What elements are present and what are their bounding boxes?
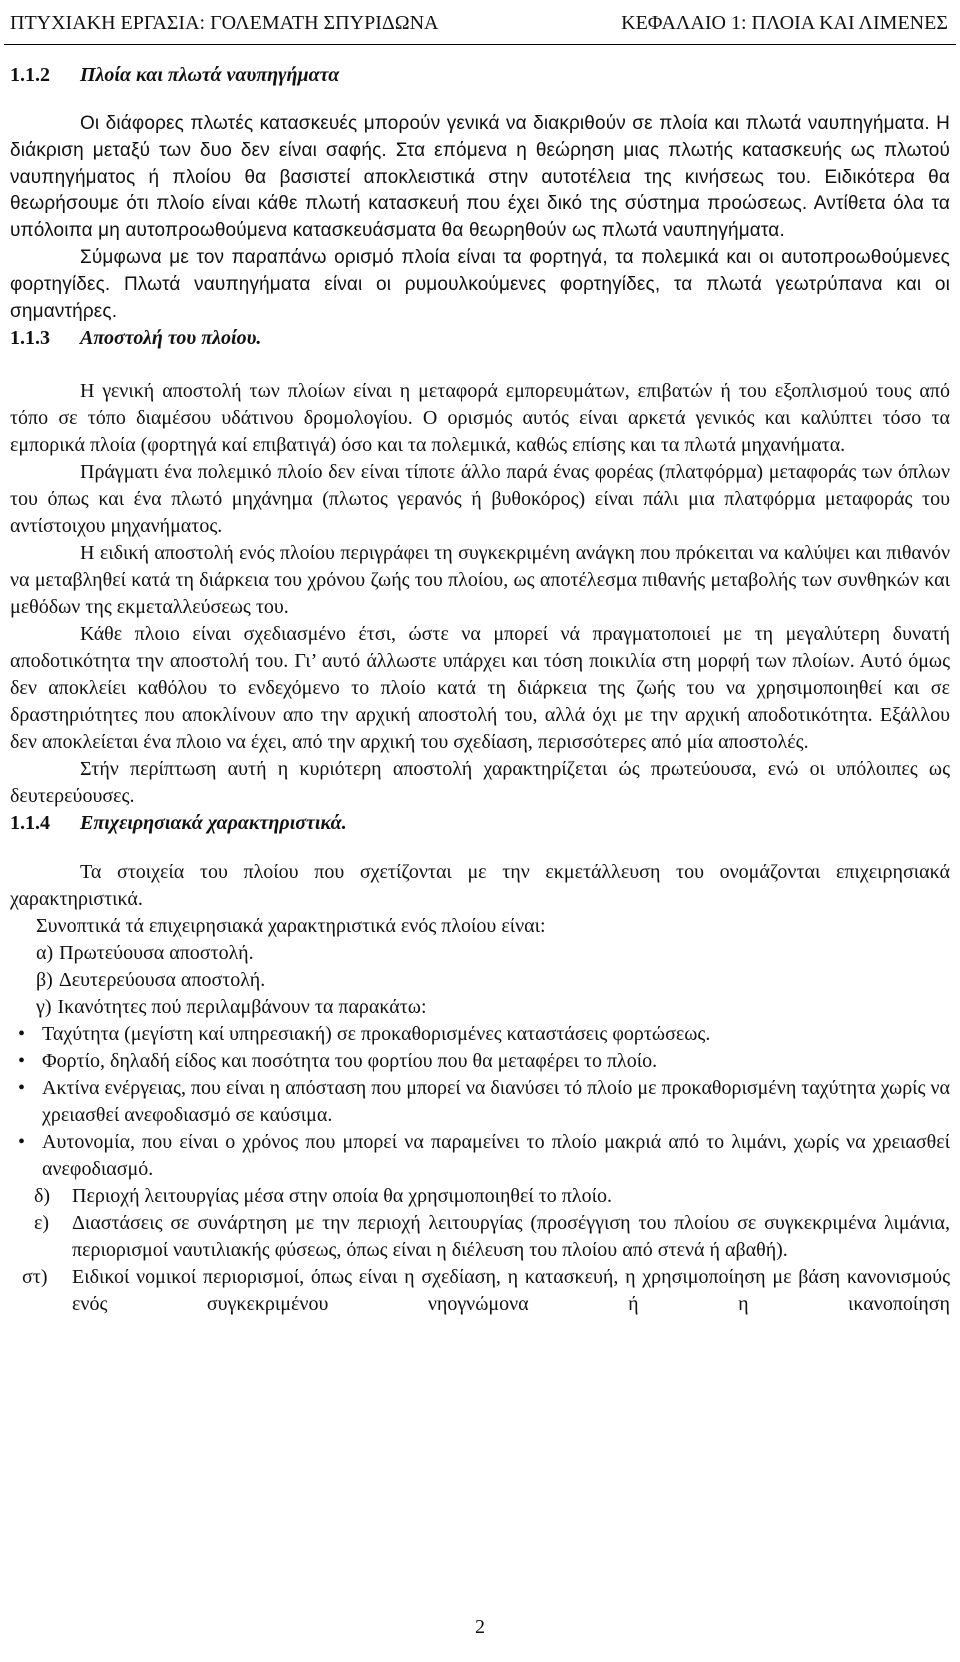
bullet-text: Ταχύτητα (μεγίστη καί υπηρεσιακή) σε προκαθορισμένες καταστάσεις φορτώσεως. [42,1023,711,1046]
list-marker: στ) [22,1266,48,1289]
list-item-text: Ειδικοί νομικοί περιορισμοί, όπως είναι η σχεδίαση, η κατασκευή, η χρησιμοποίηση με βάση κανονισμούς ενός συγκεκριμένου νηογνώμονα ή η ικανοποίηση [72,1266,950,1316]
bullet-icon: • [18,1050,26,1073]
paragraph: Η γενική αποστολή των πλοίων είναι η μεταφορά εμπορευμάτων, επιβατών ή του εξοπλισμού τους από τόπο σε τόπο διαμέσου υδάτινου δρομολογίου. Ο ορισμός αυτός είναι αρκετά γενικός και καλύπτει τόσο τα εμπορικά πλοία (φορτηγά καί επιβατιγά) όσο και τα πολεμικά, καθώς επίσης και τα πλωτά μηχανήματα. [10,380,950,457]
section-heading [10,810,950,837]
paragraph: Η ειδική αποστολή ενός πλοίου περιγράφει τη συγκεκριμένη ανάγκη που πρόκειται να καλύψει και πιθανόν να μεταβληθεί κατά τη διάρκεια του χρόνου ζωής του πλοίου, ως αποτέλεσμα πιθανής μεταβολής των συνθηκών και μεθόδων της εκμεταλλεύσεως του. [10,542,950,619]
bullet-text: Αυτονομία, που είναι ο χρόνος που μπορεί να παραμείνει το πλοίο μακριά από το λιμάνι, χωρίς να χρειασθεί ανεφοδιασμό. [42,1131,950,1181]
list-item-text: Πρωτεύουσα αποστολή. [59,942,254,965]
list-item [10,967,950,994]
section-heading [10,62,950,89]
header-rule [4,44,956,45]
section-number: 1.1.4 [10,812,50,835]
page-number: 2 [475,1616,485,1638]
bullet-text: Ακτίνα ενέργειας, που είναι η απόσταση που μπορεί να διανύσει τό πλοίο με προκαθορισμένη ταχύτητα χωρίς να χρειασθεί ανεφοδιασμό σε καύσιμα. [42,1077,950,1127]
paragraph: Πράγματι ένα πολεμικό πλοίο δεν είναι τίποτε άλλο παρά ένας φορέας (πλατφόρμα) μεταφοράς των όπλων του όπως και ένα πλωτό μηχάνημα (πλωτος γερανός ή βυθοκόρος) είναι πάλι μια πλατφόρμα μεταφοράς του αντίστοιχου μηχανήματος. [10,461,950,538]
bullet-item [10,1075,950,1129]
capabilities-bullet-list [10,1021,950,1183]
list-marker: δ) [34,1185,51,1208]
section-title: Πλοία και πλωτά ναυπηγήματα [80,64,340,86]
paragraph-intro: Τα στοιχεία του πλοίου που σχετίζονται με την εκμετάλλευση του ονομάζονται επιχειρησιακά χαρακτηριστικά. [10,861,950,911]
page-header [0,0,960,52]
list-marker: β) [36,969,53,992]
bullet-item [10,1048,950,1075]
bullet-icon: • [18,1131,26,1154]
list-item-text: Διαστάσεις σε συνάρτηση με την περιοχή λειτουργίας (προσέγγιση του πλοίου σε συγκεκριμένα λιμάνια, περιορισμοί ναυτιλιακής φύσεως, όπως είναι η διέλευση του πλοίου από στενά ή αβαθή). [72,1212,950,1262]
characteristics-list [10,940,950,1021]
section-title: Αποστολή του πλοίου. [80,327,262,350]
section-number: 1.1.2 [10,64,50,86]
page-body [10,62,950,1318]
paragraph: Οι διάφορες πλωτές κατασκευές μπορούν γενικά να διακριθούν σε πλοία και πλωτά ναυπηγήματα. Η διάκριση μεταξύ των δυο δεν είναι σαφής. Στα επόμενα η θεώρηση μιας πλωτής κατασκευής ως πλωτού ναυπηγήματος ή πλοίου θα βασιστεί αποκλειστικά στην αυτοτέλεια της κινήσεως του. Ειδικότερα θα θεωρήσουμε ότι πλοίο είναι κάθε πλωτή κατασκευή που έχει δικό της σύστημα προώσεως. Αντίθετα όλα τα υπόλοιπα μη αυτοπροωθούμενα κατασκευάσματα θα θεωρηθούν ως πλωτά ναυπηγήματα. [10,113,950,242]
bullet-text: Φορτίο, δηλαδή είδος και ποσότητα του φορτίου που θα μεταφέρει το πλοίο. [42,1050,658,1073]
list-item [10,1264,950,1318]
characteristics-list-continued [10,1183,950,1318]
list-item [10,994,950,1021]
header-thesis-author: ΠΤΥΧΙΑΚΗ ΕΡΓΑΣΙΑ: ΓΟΛΕΜΑΤΗ ΣΠΥΡΙΔΩΝΑ [10,12,439,34]
section-number: 1.1.3 [10,327,50,350]
section-heading [10,325,950,352]
bullet-icon: • [18,1077,26,1100]
header-chapter-title: ΚΕΦΑΛΑΙΟ 1: ΠΛΟΙΑ ΚΑΙ ΛΙΜΕΝΕΣ [621,12,948,34]
bullet-icon: • [18,1023,26,1046]
list-marker: α) [36,942,54,965]
list-item-text: Περιοχή λειτουργίας μέσα στην οποία θα χρησιμοποιηθεί το πλοίο. [72,1185,612,1208]
paragraph: Κάθε πλοιο είναι σχεδιασμένο έτσι, ώστε να μπορεί νά πραγματοποιεί με τη μεγαλύτερη δυνατή αποδοτικότητα την αποστολή του. Γι’ αυτό άλλωστε υπάρχει και τόση ποικιλία στη μορφή των πλοίων. Αυτό όμως δεν αποκλείει καθόλου το ενδεχόμενο το πλοίο κατά τη διάρκεια της ζωής του να χρησιμοποιηθεί και σε δραστηριότητες που αποκλίνουν απο την αρχική αποστολή του, αλλά όχι με την αρχική αποδοτικότητα. Εξάλλου δεν αποκλείεται ένα πλοιο να έχει, από την αρχική του σχεδίαση, περισσότερες από μία αποστολές. [10,623,950,754]
paragraph-summary: Συνοπτικά τά επιχειρησιακά χαρακτηριστικά ενός πλοίου είναι: [36,915,546,938]
bullet-item [10,1129,950,1183]
list-marker: γ) [36,996,52,1019]
bullet-item [10,1021,950,1048]
paragraph: Στήν περίπτωση αυτή η κυριότερη αποστολή χαρακτηρίζεται ώς πρωτεύουσα, ενώ οι υπόλοιπες ως δευτερεύουσες. [10,758,950,808]
list-item-text: Δευτερεύουσα αποστολή. [58,969,266,992]
list-item [10,940,950,967]
section-title: Επιχειρησιακά χαρακτηριστικά. [80,812,347,835]
paragraph: Σύμφωνα με τον παραπάνω ορισμό πλοία είναι τα φορτηγά, τα πολεμικά και οι αυτοπροωθούμενες φορτηγίδες. Πλωτά ναυπηγήματα είναι οι ρυμουλκούμενες φορτηγίδες, τα πλωτά γεωτρύπανα και οι σημαντήρες. [10,246,950,322]
list-item-text: Ικανότητες πού περιλαμβάνουν τα παρακάτω: [57,996,427,1019]
list-item [10,1210,950,1264]
list-item [10,1183,950,1210]
list-marker: ε) [34,1212,50,1235]
